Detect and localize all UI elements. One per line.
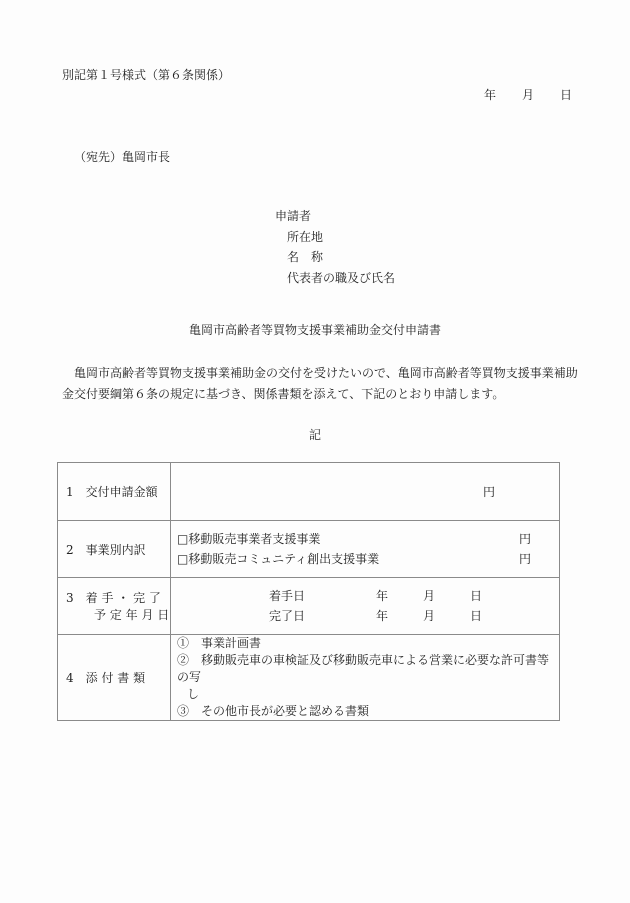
day-label: 日 [470,609,483,623]
row-label-attachments: 4 添 付 書 類 [58,635,171,721]
month-label: 月 [423,609,436,623]
day-label: 日 [560,88,573,102]
row-label-amount: 1 交付申請金額 [58,463,171,521]
table-row [58,463,560,521]
attachment-item-continuation: し [187,687,200,701]
table-row [58,521,560,578]
applicant-heading: 申請者 [275,209,312,223]
breakdown-item-label: □移動販売事業者支援事業 [177,532,321,546]
end-date-label: 完了日 [269,609,306,623]
yen-unit: 円 [482,485,495,499]
month-label: 月 [423,589,436,603]
table-row [58,635,560,721]
schedule-label-line2: 予 定 年 月 日 [94,608,170,622]
table-row [58,578,560,635]
row-label-schedule [58,578,171,635]
applicant-name-label: 名 称 [287,250,324,264]
application-table [57,462,560,721]
breakdown-item[interactable] [171,529,559,549]
attachment-item: ③ その他市長が必要と認める書類 [177,704,370,718]
ki-heading: 記 [308,428,321,442]
document-title: 亀岡市高齢者等買物支援事業補助金交付申請書 [188,323,441,337]
body-paragraph: 亀岡市高齢者等買物支援事業補助金の交付を受けたいので、亀岡市高齢者等買物支援事業補助金交付要綱第６条の規定に基づき、関係書類を添えて、下記のとおり申請します。 [62,366,578,401]
breakdown-item-label: □移動販売コミュニティ創出支援事業 [177,552,380,566]
start-date-label: 着手日 [269,589,306,603]
attachment-item: ① 事業計画書 [177,636,262,650]
yen-unit: 円 [518,552,531,566]
breakdown-item[interactable] [171,549,559,569]
applicant-block [275,206,395,288]
date-line [484,86,572,103]
start-date-line[interactable] [171,586,559,606]
attachment-item: ② 移動販売車の車検証及び移動販売車による営業に必要な許可書等の写 [177,653,550,684]
year-label: 年 [484,88,497,102]
row-label-breakdown: 2 事業別内訳 [58,521,171,578]
breakdown-cell [171,521,560,578]
yen-unit: 円 [518,532,531,546]
end-date-line[interactable] [171,606,559,626]
schedule-label-line1: 3 着 手 ・ 完 了 [66,591,161,605]
amount-field[interactable] [171,463,560,521]
addressee: （宛先）亀岡市長 [74,150,171,164]
year-label: 年 [376,589,389,603]
schedule-cell [171,578,560,635]
attachments-cell [171,635,560,721]
month-label: 月 [522,88,535,102]
applicant-representative-label: 代表者の職及び氏名 [287,270,396,285]
year-label: 年 [376,609,389,623]
day-label: 日 [470,589,483,603]
applicant-address-label: 所在地 [287,229,324,244]
form-number: 別記第１号様式（第６条関係） [62,68,231,82]
